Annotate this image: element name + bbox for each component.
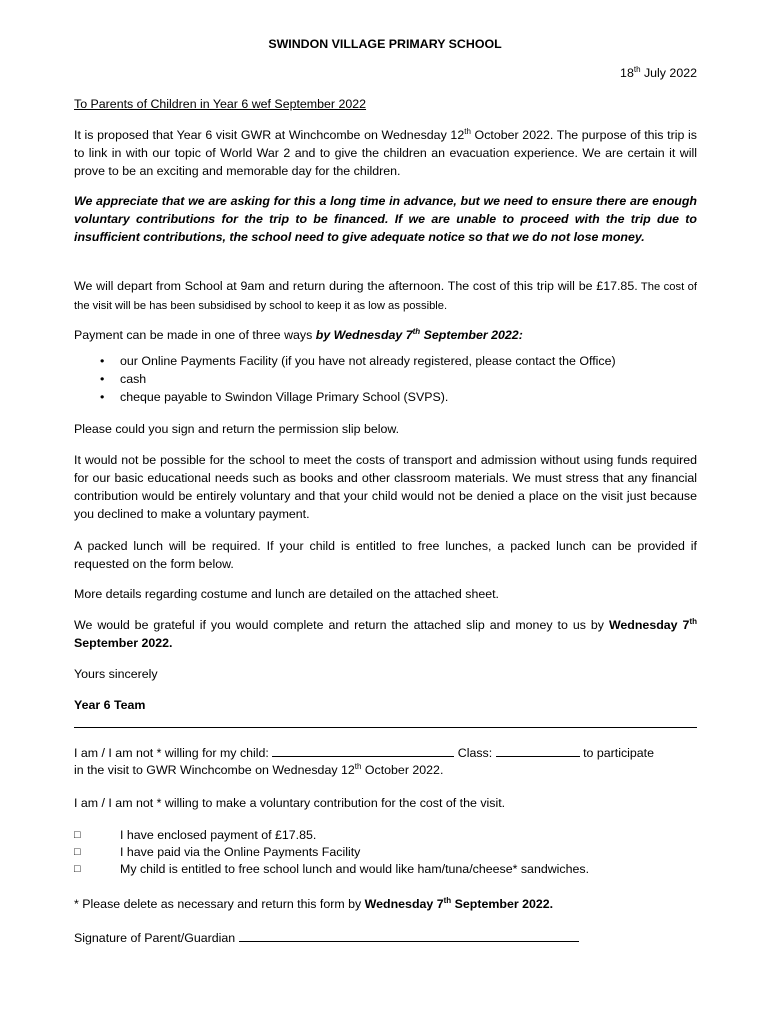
p4-a: Payment can be made in one of three ways: [74, 328, 316, 342]
p9-b: Wednesday 7: [608, 618, 690, 632]
note-b: Wednesday 7: [364, 897, 444, 911]
paragraph-funding: It would not be possible for the school to meet the costs of transport and admission without using funds required for our basic educational needs such as books and other classroom materials. We must stress that any financial contribution would be entirely voluntary and that your child would not be denied a place on the visit just because you declined to make a voluntary payment.: [74, 453, 697, 521]
p1-b: October 2022. The purpose of this trip is to link in with our topic of World War 2 and to give the children an evacuation experience. We are certain it will prove to be an exciting and memorable day for the children.: [74, 128, 697, 178]
bullet-icon: •: [100, 372, 105, 386]
checkbox-icon[interactable]: □: [74, 829, 81, 841]
payment-method-item: [74, 388, 697, 406]
p4-sup: th: [412, 326, 421, 336]
paragraph-permission: Please could you sign and return the permission slip below.: [74, 422, 400, 436]
p4-c: September 2022:: [420, 328, 523, 342]
payment-method-label: our Online Payments Facility (if you have not already registered, please contact the Office): [120, 354, 616, 368]
option-free-lunch[interactable]: [74, 860, 697, 877]
letter-subject: [74, 95, 697, 113]
bullet-icon: •: [100, 390, 105, 404]
school-name: SWINDON VILLAGE PRIMARY SCHOOL: [268, 37, 502, 51]
p1-a: It is proposed that Year 6 visit GWR at Winchcombe on Wednesday 12: [74, 128, 465, 142]
payment-method-item: [74, 370, 697, 388]
p9-sup: th: [689, 616, 697, 626]
paragraph-departure: [74, 277, 697, 315]
paragraph-details: More details regarding costume and lunch are detailed on the attached sheet.: [74, 587, 499, 601]
slip-contribution-line: I am / I am not * willing to make a voluntary contribution for the cost of the visit.: [74, 796, 506, 810]
paragraph-contributions: We appreciate that we are asking for this a long time in advance, but we need to ensure there are enough voluntary contributions for the trip to be financed. If we are unable to proceed with the trip due to insufficient contributions, the school need to give adequate notice so that we do not lose money.: [74, 194, 697, 244]
slip-line2-a: in the visit to GWR Winchcombe on Wednesday 12: [74, 763, 355, 777]
option-label: I have paid via the Online Payments Facility: [120, 845, 361, 859]
slip-child-line: [74, 743, 697, 762]
payment-methods-list: [74, 352, 697, 406]
paragraph-purpose: [74, 126, 697, 180]
option-label: My child is entitled to free school lunch and would like ham/tuna/cheese* sandwiches.: [120, 862, 590, 876]
payment-method-label: cheque payable to Swindon Village Primary School (SVPS).: [120, 390, 449, 404]
closing: Yours sincerely: [74, 667, 158, 681]
slip-note: [74, 895, 697, 913]
note-sup: th: [443, 895, 452, 905]
slip-line1-a: I am / I am not * willing for my child:: [74, 746, 273, 760]
bullet-icon: •: [100, 354, 105, 368]
signature-line: [74, 928, 697, 947]
p3-b: The cost of the visit will be has been subsidised by school to keep it as low as possible.: [74, 281, 697, 312]
child-name-field[interactable]: [272, 743, 454, 757]
signature-field[interactable]: [239, 928, 579, 942]
slip-line2-b: October 2022.: [361, 763, 444, 777]
paragraph-return: [74, 616, 697, 652]
option-online-payment[interactable]: [74, 843, 697, 860]
paragraph-payment: [74, 326, 697, 344]
note-c: September 2022.: [451, 897, 554, 911]
checkbox-icon[interactable]: □: [74, 846, 81, 858]
date-sup: th: [633, 64, 641, 74]
p3-a: We will depart from School at 9am and return during the afternoon. The cost of this trip will be £17.85.: [74, 279, 638, 293]
subject-text: To Parents of Children in Year 6 wef September 2022: [74, 97, 367, 111]
payment-method-item: [74, 352, 697, 370]
p1-sup: th: [464, 126, 471, 136]
date-rest: July 2022: [640, 66, 697, 80]
cut-line-divider: [74, 727, 697, 728]
option-enclosed-payment[interactable]: [74, 826, 697, 843]
p9-a: We would be grateful if you would complete and return the attached slip and money to us by: [74, 618, 609, 632]
p4-b: by Wednesday 7: [315, 328, 413, 342]
slip-line2-sup: th: [354, 761, 362, 771]
option-label: I have enclosed payment of £17.85.: [120, 828, 317, 842]
signature-label: Signature of Parent/Guardian: [74, 931, 239, 945]
date-day: 18: [620, 66, 634, 80]
slip-visit-line: [74, 761, 697, 779]
note-a: * Please delete as necessary and return this form by: [74, 897, 365, 911]
checkbox-icon[interactable]: □: [74, 863, 81, 875]
slip-line1-b: Class:: [454, 746, 496, 760]
slip-options: [74, 826, 697, 877]
slip-line1-c: to participate: [579, 746, 655, 760]
signoff: Year 6 Team: [74, 698, 146, 712]
payment-method-label: cash: [120, 372, 147, 386]
class-field[interactable]: [496, 743, 580, 757]
letter-date: [620, 64, 697, 82]
p9-c: September 2022.: [74, 636, 173, 650]
paragraph-lunch: A packed lunch will be required. If your child is entitled to free lunches, a packed lunch can be provided if requested on the form below.: [74, 539, 697, 571]
